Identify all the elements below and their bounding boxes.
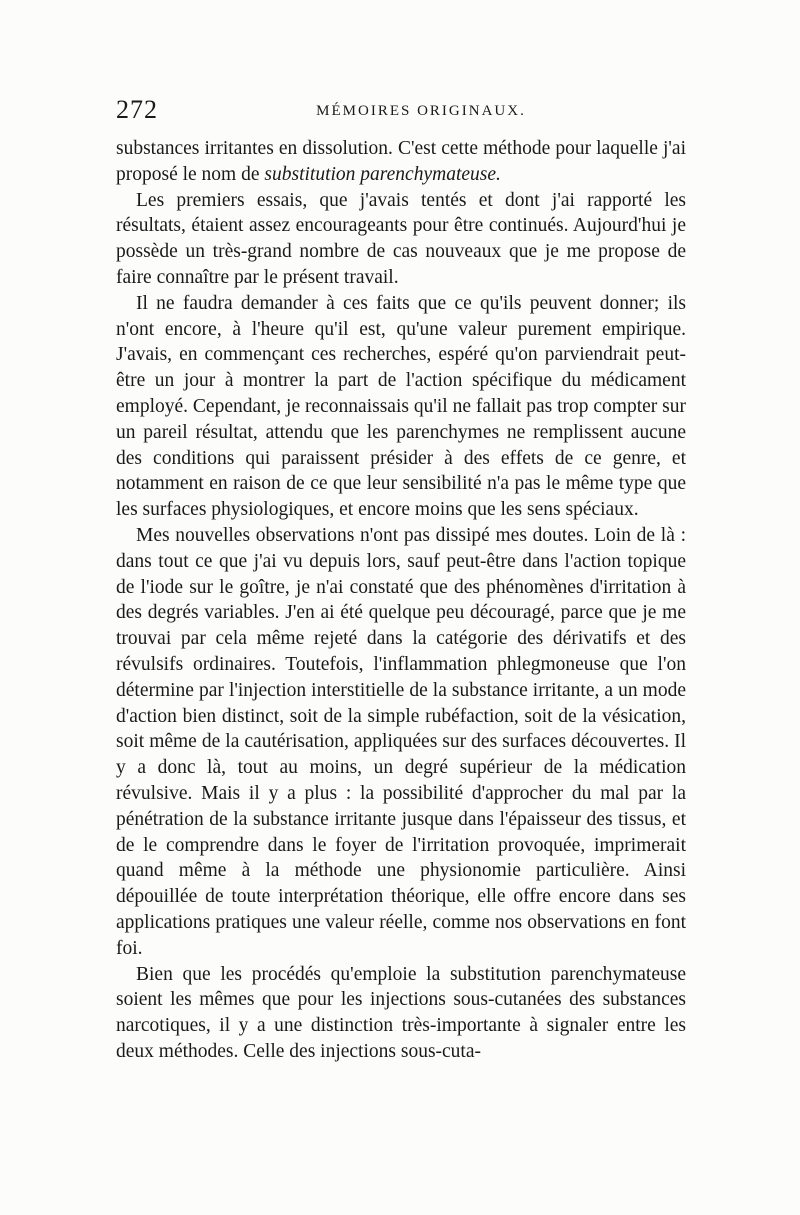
emphasized-term: substitution parenchymateuse. [264,163,501,185]
paragraph-5: Bien que les procédés qu'emploie la substitution parenchymateuse soient les mêmes que pour les injections sous-cutanées des substances narcotiques, il y a une distinction très-importante à signaler entre les deux méthodes. Celle des injections sous-cuta- [116,963,686,1062]
paragraph-2: Les premiers essais, que j'avais tentés et dont j'ai rapporté les résultats, étaient assez encourageants pour être continués. Aujourd'hui je possède un très-grand nombre de cas nouveaux que je me propose de faire connaître par le présent travail. [116,189,686,288]
paragraph-3: Il ne faudra demander à ces faits que ce qu'ils peuvent donner; ils n'ont encore, à l'heure qu'il est, qu'une valeur purement empirique. J'avais, en commençant ces recherches, espéré qu'on parviendrait peut-être un jour à montrer la part de l'action spécifique du médicament employé. Cependant, je reconnaissais qu'il ne fallait pas trop compter sur un pareil résultat, attendu que les parenchymes ne remplissent aucune des conditions qui paraissent présider à des effets de ce genre, et notamment en raison de ce que leur sensibilité n'a pas le même type que les surfaces physiologiques, et encore moins que les sens spéciaux. [116,292,686,521]
running-title: MÉMOIRES ORIGINAUX. [316,103,526,119]
page-number: 272 [116,95,158,124]
paragraph-4: Mes nouvelles observations n'ont pas dissipé mes doutes. Loin de là : dans tout ce que j'ai vu depuis lors, sauf peut-être dans l'action topique de l'iode sur le goître, je n'ai constaté que des phénomènes d'irritation à des degrés variables. J'en ai été quelque peu découragé, parce que je me trouvai par cela même rejeté dans la catégorie des dérivatifs et des révulsifs ordinaires. Toutefois, l'inflammation phlegmoneuse que l'on détermine par l'injection interstitielle de la substance irritante, a un mode d'action bien distinct, soit de la simple rubéfaction, soit de la vésication, soit même de la cautérisation, appliquées sur des surfaces découvertes. Il y a donc là, tout au moins, un degré supérieur de la médication révulsive. Mais il y a plus : la possibilité d'approcher du mal par la pénétration de la substance irritante jusque dans l'épaisseur des tissus, et de le comprendre dans le foyer de l'irritation provoquée, imprimerait quand même à la méthode une physionomie particulière. Ainsi dépouillée de toute interprétation théorique, elle offre encore dans ses applications pratiques une valeur réelle, comme nos observations en font foi. [116,524,686,959]
body-text [116,136,686,1065]
running-header [116,94,686,126]
paragraph-1 [116,136,686,188]
paragraph-1-text: substances irritantes en dissolution. C'est cette méthode pour laquelle j'ai proposé le nom de [116,138,686,185]
